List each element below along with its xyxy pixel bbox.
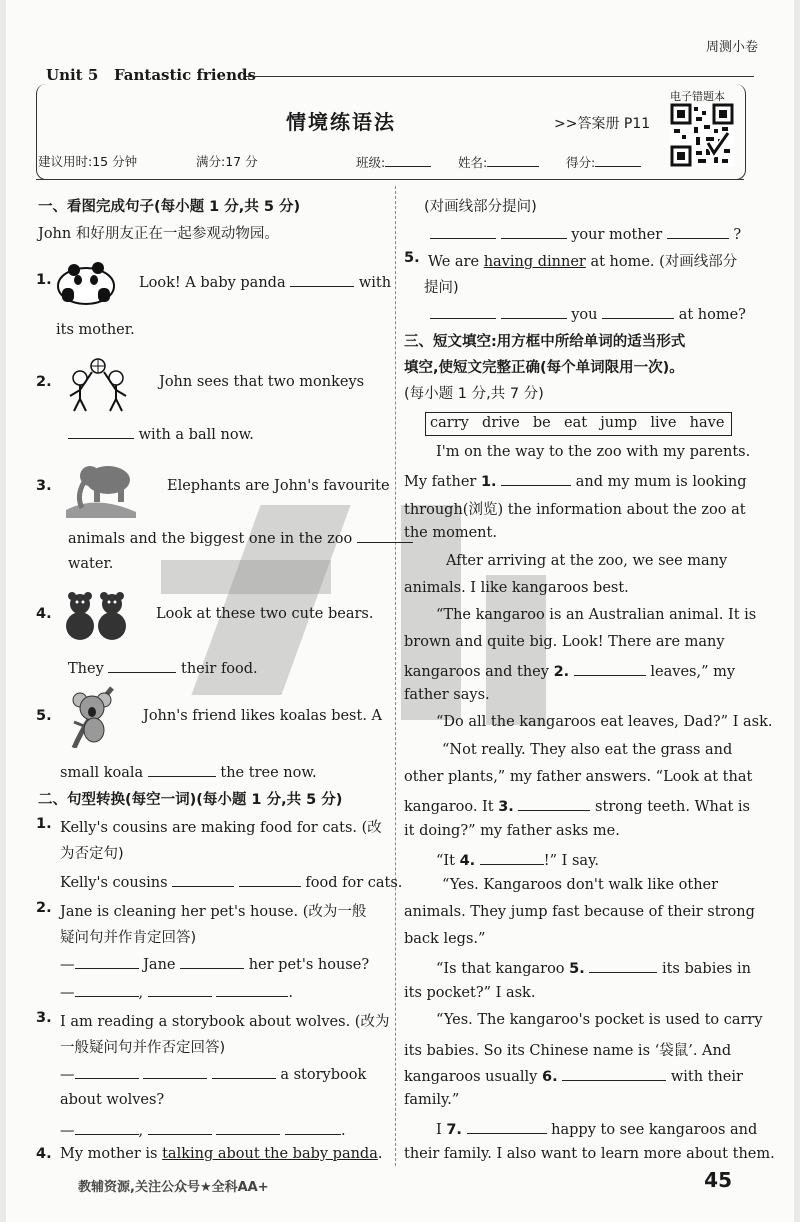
passage-line bbox=[404, 661, 735, 680]
q5-text-b: at home. (对画线部分 bbox=[590, 254, 738, 270]
passage-line: its babies. So its Chinese name is ‘袋鼠’. And bbox=[404, 1043, 732, 1059]
class-label: 班级: bbox=[356, 155, 386, 170]
q4-ans-c: ? bbox=[733, 227, 742, 243]
item5-sentence: John's friend likes koalas best. A bbox=[143, 708, 383, 724]
passage-blank-4[interactable] bbox=[480, 850, 544, 865]
section1-intro: John 和好朋友正在一起参观动物园。 bbox=[38, 226, 279, 242]
passage-line: After arriving at the zoo, we see many bbox=[446, 553, 728, 569]
passage-line: “The kangaroo is an Australian animal. It is bbox=[436, 607, 757, 623]
passage-blank-5[interactable] bbox=[589, 958, 657, 973]
blank-number: 5. bbox=[569, 961, 585, 977]
item2-cont-text: with a ball now. bbox=[138, 427, 254, 443]
q3-reply-dash: — bbox=[60, 1123, 75, 1139]
item4-cont-b: their food. bbox=[181, 661, 258, 677]
passage-line: through(浏览) the information about the zoo at bbox=[404, 502, 746, 518]
item1-continuation: its mother. bbox=[56, 322, 135, 338]
q5-ans-b: you bbox=[571, 307, 598, 323]
q4-ans-b: your mother bbox=[571, 227, 663, 243]
q5-number: 5. bbox=[404, 250, 420, 266]
unit-title: Fantastic friends bbox=[113, 66, 256, 84]
q3-blank2[interactable] bbox=[143, 1064, 207, 1079]
item5-cont-b: the tree now. bbox=[220, 765, 317, 781]
passage-line bbox=[404, 796, 750, 815]
section2-heading: 二、句型转换(每空一词)(每小题 1 分,共 5 分) bbox=[38, 792, 343, 808]
blank-number: 2. bbox=[553, 664, 570, 680]
watermark-stroke bbox=[486, 575, 546, 725]
q5-underlined: having dinner bbox=[483, 254, 586, 270]
passage-line bbox=[436, 1119, 757, 1138]
worksheet-page bbox=[6, 0, 794, 1222]
qr-label: 电子错题本 bbox=[670, 90, 725, 103]
q3-blank3[interactable] bbox=[212, 1064, 276, 1079]
name-label: 姓名: bbox=[458, 155, 488, 170]
q1-text2: 为否定句) bbox=[60, 846, 124, 862]
passage-line bbox=[404, 1066, 743, 1085]
q2-number: 2. bbox=[36, 900, 52, 916]
suggested-time: 建议用时:15 分钟 bbox=[38, 154, 138, 169]
q5-text bbox=[428, 250, 737, 271]
item4-number: 4. bbox=[36, 606, 52, 622]
word-option: have bbox=[689, 415, 725, 431]
koala-picture bbox=[68, 686, 118, 748]
total-score: 满分:17 分 bbox=[196, 154, 258, 169]
q1-text: Kelly's cousins are making food for cats. (改 bbox=[60, 820, 382, 836]
q2-reply-dash: — bbox=[60, 985, 75, 1001]
q4-blank1[interactable] bbox=[430, 224, 496, 239]
q2-period: . bbox=[288, 985, 293, 1001]
passage-text: My father bbox=[404, 474, 477, 490]
passage-text: “Is that kangaroo bbox=[436, 961, 565, 977]
passage-text: !” I say. bbox=[543, 853, 599, 869]
q5-blank1[interactable] bbox=[430, 304, 496, 319]
q3-text2: 一般疑问句并作否定回答) bbox=[60, 1040, 226, 1056]
item2-blank[interactable] bbox=[68, 424, 134, 439]
q5-ans-c: at home? bbox=[678, 307, 746, 323]
column-divider bbox=[395, 186, 396, 1166]
item2-continuation bbox=[68, 424, 254, 443]
bears-picture bbox=[64, 590, 128, 640]
q3-number: 3. bbox=[36, 1010, 52, 1026]
q5-text2: 提问) bbox=[424, 280, 459, 296]
q1-ans-b: food for cats. bbox=[305, 875, 403, 891]
section1-heading: 一、看图完成句子(每小题 1 分,共 5 分) bbox=[38, 199, 301, 215]
passage-text: its babies in bbox=[661, 961, 751, 977]
item2-sentence: John sees that two monkeys bbox=[159, 374, 365, 390]
passage-blank-7[interactable] bbox=[467, 1119, 547, 1134]
q3-blank5[interactable] bbox=[148, 1120, 212, 1135]
word-box bbox=[425, 412, 732, 436]
q2-ans-b: Jane bbox=[143, 957, 176, 973]
q1-number: 1. bbox=[36, 816, 52, 832]
qr-code[interactable] bbox=[670, 103, 734, 167]
passage-line: “Not really. They also eat the grass and bbox=[442, 742, 733, 758]
item4-cont-a: They bbox=[68, 661, 104, 677]
monkeys-picture bbox=[62, 358, 134, 414]
word-option: live bbox=[650, 415, 677, 431]
passage-line: it doing?” my father asks me. bbox=[404, 823, 620, 839]
blank-number: 7. bbox=[446, 1122, 462, 1138]
q4-text-a: My mother is bbox=[60, 1146, 158, 1162]
q4-blank3[interactable] bbox=[667, 224, 729, 239]
item5-continuation bbox=[60, 762, 317, 781]
unit-number: Unit 5 bbox=[46, 66, 99, 84]
q5-blank3[interactable] bbox=[602, 304, 674, 319]
q3-blank4[interactable] bbox=[75, 1120, 139, 1135]
blank-number: 6. bbox=[541, 1069, 558, 1085]
word-option: be bbox=[532, 415, 551, 431]
passage-text: kangaroo. It bbox=[404, 799, 494, 815]
passage-line: father says. bbox=[404, 687, 490, 703]
q1-answer bbox=[60, 872, 402, 891]
passage-line: brown and quite big. Look! There are many bbox=[404, 634, 725, 650]
passage-text: kangaroos and they bbox=[404, 664, 549, 680]
item4-sentence: Look at these two cute bears. bbox=[156, 606, 374, 622]
score-field[interactable] bbox=[566, 152, 641, 171]
footer-text: 教辅资源,关注公众号★全科AA+ bbox=[78, 1180, 269, 1195]
blank-number: 3. bbox=[498, 799, 514, 815]
passage-line: “Yes. Kangaroos don't walk like other bbox=[442, 877, 719, 893]
q3-blank7[interactable] bbox=[285, 1120, 341, 1135]
item3-cont-text: animals and the biggest one in the zoo bbox=[68, 531, 353, 547]
passage-text: with their bbox=[670, 1069, 743, 1085]
name-field[interactable] bbox=[458, 152, 539, 171]
section3-heading2: 填空,使短文完整正确(每个单词限用一次)。 bbox=[404, 360, 684, 376]
q5-blank2[interactable] bbox=[501, 304, 567, 319]
item3-number: 3. bbox=[36, 478, 52, 494]
item1-blank[interactable] bbox=[290, 272, 354, 287]
q2-ans-c: her pet's house? bbox=[248, 957, 370, 973]
q4-text-b: . bbox=[377, 1146, 383, 1162]
q3-dash: — bbox=[60, 1067, 75, 1083]
passage-line: its pocket?” I ask. bbox=[404, 985, 536, 1001]
item3-continuation bbox=[68, 528, 413, 547]
q1-ans-a: Kelly's cousins bbox=[60, 875, 168, 891]
unit-heading bbox=[46, 66, 256, 84]
item5-cont-a: small koala bbox=[60, 765, 144, 781]
passage-line: animals. They jump fast because of their strong bbox=[404, 904, 755, 920]
passage-text: I bbox=[436, 1122, 442, 1138]
word-option: carry bbox=[430, 415, 469, 431]
q2-comma: , bbox=[138, 985, 144, 1001]
q3-blank1[interactable] bbox=[75, 1064, 139, 1079]
q2-blank3[interactable] bbox=[75, 982, 139, 997]
q5-text-a: We are bbox=[428, 254, 480, 270]
q3-period: . bbox=[340, 1123, 346, 1139]
passage-text: kangaroos usually bbox=[404, 1069, 538, 1085]
passage-text: and my mum is looking bbox=[575, 474, 747, 490]
passage-line: animals. I like kangaroos best. bbox=[404, 580, 629, 596]
passage-blank-6[interactable] bbox=[562, 1066, 666, 1081]
q2-blank2[interactable] bbox=[180, 954, 244, 969]
q4-blank2[interactable] bbox=[501, 224, 567, 239]
q2-answer bbox=[60, 954, 369, 973]
q2-blank5[interactable] bbox=[216, 982, 288, 997]
q5-answer bbox=[430, 304, 746, 323]
item1-part1: Look! A baby panda bbox=[139, 275, 286, 291]
q3-ans-b: a storybook bbox=[280, 1067, 367, 1083]
word-option: jump bbox=[600, 415, 638, 431]
passage-line bbox=[436, 958, 751, 977]
item2-number: 2. bbox=[36, 374, 52, 390]
q3-comma: , bbox=[138, 1123, 144, 1139]
q3-blank6[interactable] bbox=[216, 1120, 280, 1135]
watermark-stroke bbox=[161, 560, 331, 594]
q2-blank4[interactable] bbox=[148, 982, 212, 997]
q3-reply bbox=[60, 1120, 346, 1139]
item4-continuation bbox=[68, 658, 258, 677]
q3-answer2: about wolves? bbox=[60, 1092, 165, 1108]
header-tag: 周测小卷 bbox=[705, 40, 758, 55]
passage-line: “Yes. The kangaroo's pocket is used to carry bbox=[436, 1012, 763, 1028]
passage-text: “It bbox=[436, 853, 455, 869]
passage-line: back legs.” bbox=[404, 931, 486, 947]
item3-continuation2: water. bbox=[68, 556, 114, 572]
passage-line bbox=[404, 471, 746, 490]
passage-line: “Do all the kangaroos eat leaves, Dad?” I ask. bbox=[436, 714, 773, 730]
q3-text: I am reading a storybook about wolves. (改为 bbox=[60, 1014, 390, 1030]
word-option: eat bbox=[563, 415, 588, 431]
q4-text bbox=[60, 1146, 382, 1162]
passage-blank-1[interactable] bbox=[501, 471, 571, 486]
blank-number: 1. bbox=[480, 474, 497, 490]
passage-line: family.” bbox=[404, 1092, 460, 1108]
passage-line: other plants,” my father answers. “Look at that bbox=[404, 769, 753, 785]
item5-number: 5. bbox=[36, 708, 52, 724]
item4-blank[interactable] bbox=[108, 658, 176, 673]
q2-text: Jane is cleaning her pet's house. (改为一般 bbox=[60, 904, 367, 920]
section3-heading: 三、短文填空:用方框中所给单词的适当形式 bbox=[404, 334, 686, 350]
passage-line: I'm on the way to the zoo with my parents. bbox=[436, 444, 751, 460]
q2-dash: — bbox=[60, 957, 75, 973]
item1-sentence bbox=[139, 272, 391, 291]
q2-reply bbox=[60, 982, 293, 1001]
header-rule bbox=[246, 76, 754, 77]
word-option: drive bbox=[482, 415, 520, 431]
q4-underlined: talking about the baby panda bbox=[162, 1146, 378, 1162]
page-number: 45 bbox=[704, 1168, 732, 1192]
q1-blank1[interactable] bbox=[172, 872, 234, 887]
q4-answer bbox=[430, 224, 741, 243]
class-field[interactable] bbox=[356, 152, 431, 171]
header-divider bbox=[36, 179, 744, 180]
passage-line: their family. I also want to learn more about them. bbox=[404, 1146, 775, 1162]
passage-text: happy to see kangaroos and bbox=[551, 1122, 758, 1138]
q4-number: 4. bbox=[36, 1146, 52, 1162]
score-label: 得分: bbox=[566, 155, 596, 170]
q3-answer bbox=[60, 1064, 366, 1083]
passage-text: strong teeth. What is bbox=[595, 799, 750, 815]
section3-heading3: (每小题 1 分,共 7 分) bbox=[404, 386, 544, 402]
q2-blank1[interactable] bbox=[75, 954, 139, 969]
passage-text: leaves,” my bbox=[650, 664, 736, 680]
page-title: 情境练语法 bbox=[286, 110, 396, 134]
panda-picture bbox=[56, 258, 116, 306]
item3-sentence: Elephants are John's favourite bbox=[167, 478, 390, 494]
item5-blank[interactable] bbox=[148, 762, 216, 777]
blank-number: 4. bbox=[459, 853, 476, 869]
passage-line bbox=[436, 850, 599, 869]
answer-reference: >>答案册 P11 bbox=[554, 116, 651, 132]
elephant-picture bbox=[66, 458, 138, 518]
passage-blank-3[interactable] bbox=[518, 796, 590, 811]
q4-text2: (对画线部分提问) bbox=[424, 199, 537, 215]
q1-blank2[interactable] bbox=[239, 872, 301, 887]
q2-text2: 疑问句并作肯定回答) bbox=[60, 930, 197, 946]
item1-number: 1. bbox=[36, 272, 52, 288]
passage-blank-2[interactable] bbox=[574, 661, 646, 676]
item1-part2: with bbox=[358, 275, 392, 291]
passage-line: the moment. bbox=[404, 525, 497, 541]
